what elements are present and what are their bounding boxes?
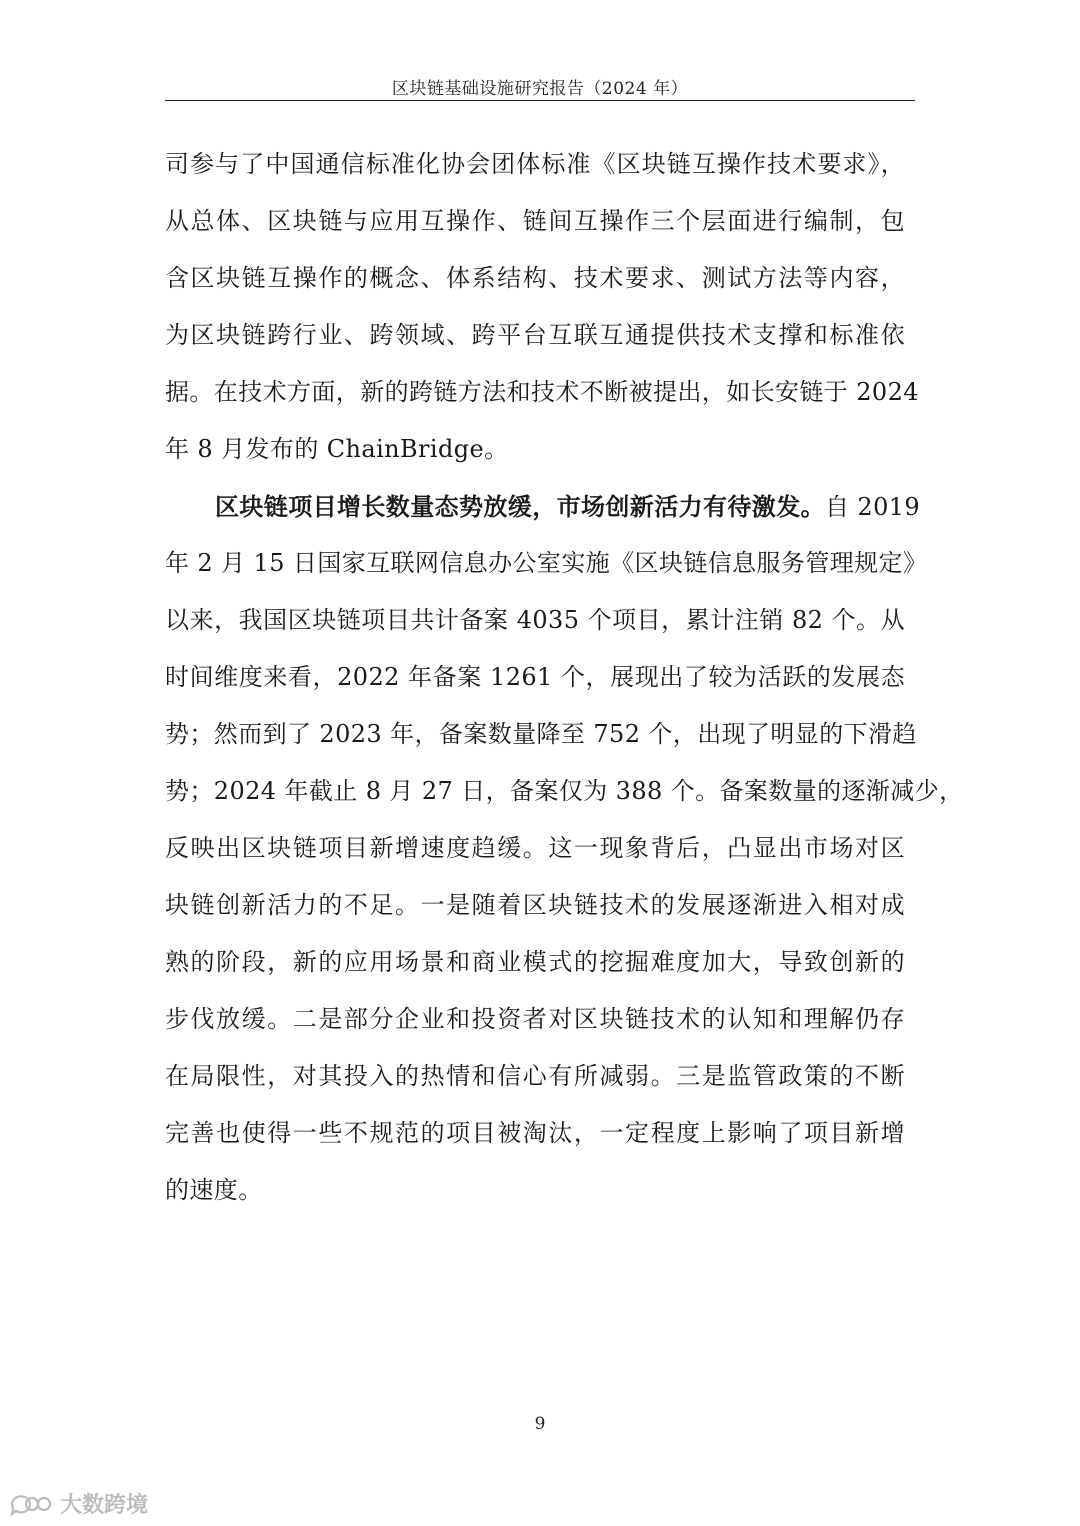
paragraph-bold-lead: 区块链项目增长数量态势放缓，市场创新活力有待激发。 (215, 492, 825, 521)
chat-bubble-icon (8, 1491, 54, 1517)
page-number: 9 (534, 1414, 546, 1434)
running-header: 区块链基础设施研究报告（2024 年） (391, 79, 689, 99)
text-line: 以来，我国区块链项目共计备案 4035 个项目，累计注销 82 个。从 (165, 606, 905, 634)
text-line: 为区块链跨行业、跨领域、跨平台互联互通提供技术支撑和标准依 (165, 321, 905, 349)
text-line: 完善也使得一些不规范的项目被淘汰，一定程度上影响了项目新增 (165, 1119, 905, 1147)
text-line: 势；2024 年截止 8 月 27 日，备案仅为 388 个。备案数量的逐渐减少， (165, 777, 964, 805)
text-line: 块链创新活力的不足。一是随着区块链技术的发展逐渐进入相对成 (165, 891, 905, 919)
text-line: 从总体、区块链与应用互操作、链间互操作三个层面进行编制，包 (165, 207, 905, 235)
paragraph-lead-rest: 自 2019 (825, 493, 921, 521)
text-line: 年 2 月 15 日国家互联网信息办公室实施《区块链信息服务管理规定》 (165, 549, 928, 577)
text-line: 步伐放缓。二是部分企业和投资者对区块链技术的认知和理解仍存 (165, 1005, 905, 1033)
text-line: 司参与了中国通信标准化协会团体标准《区块链互操作技术要求》， (165, 150, 905, 178)
text-line: 据。在技术方面，新的跨链方法和技术不断被提出，如长安链于 2024 (165, 378, 919, 406)
text-line: 年 8 月发布的 ChainBridge。 (165, 435, 509, 463)
header-divider (165, 100, 915, 101)
paragraph-lead-line (165, 478, 921, 535)
text-line: 含区块链互操作的概念、体系结构、技术要求、测试方法等内容， (165, 264, 905, 292)
text-line: 在局限性，对其投入的热情和信心有所减弱。三是监管政策的不断 (165, 1062, 905, 1090)
body-text (165, 136, 964, 1219)
text-line: 势；然而到了 2023 年，备案数量降至 752 个，出现了明显的下滑趋 (165, 720, 917, 748)
text-line: 的速度。 (165, 1176, 263, 1204)
watermark (8, 1488, 148, 1519)
text-line: 时间维度来看，2022 年备案 1261 个，展现出了较为活跃的发展态 (165, 663, 905, 691)
text-line: 反映出区块链项目新增速度趋缓。这一现象背后，凸显出市场对区 (165, 834, 905, 862)
watermark-text: 大数跨境 (60, 1493, 149, 1518)
text-line: 熟的阶段，新的应用场景和商业模式的挖掘难度加大，导致创新的 (165, 948, 905, 976)
